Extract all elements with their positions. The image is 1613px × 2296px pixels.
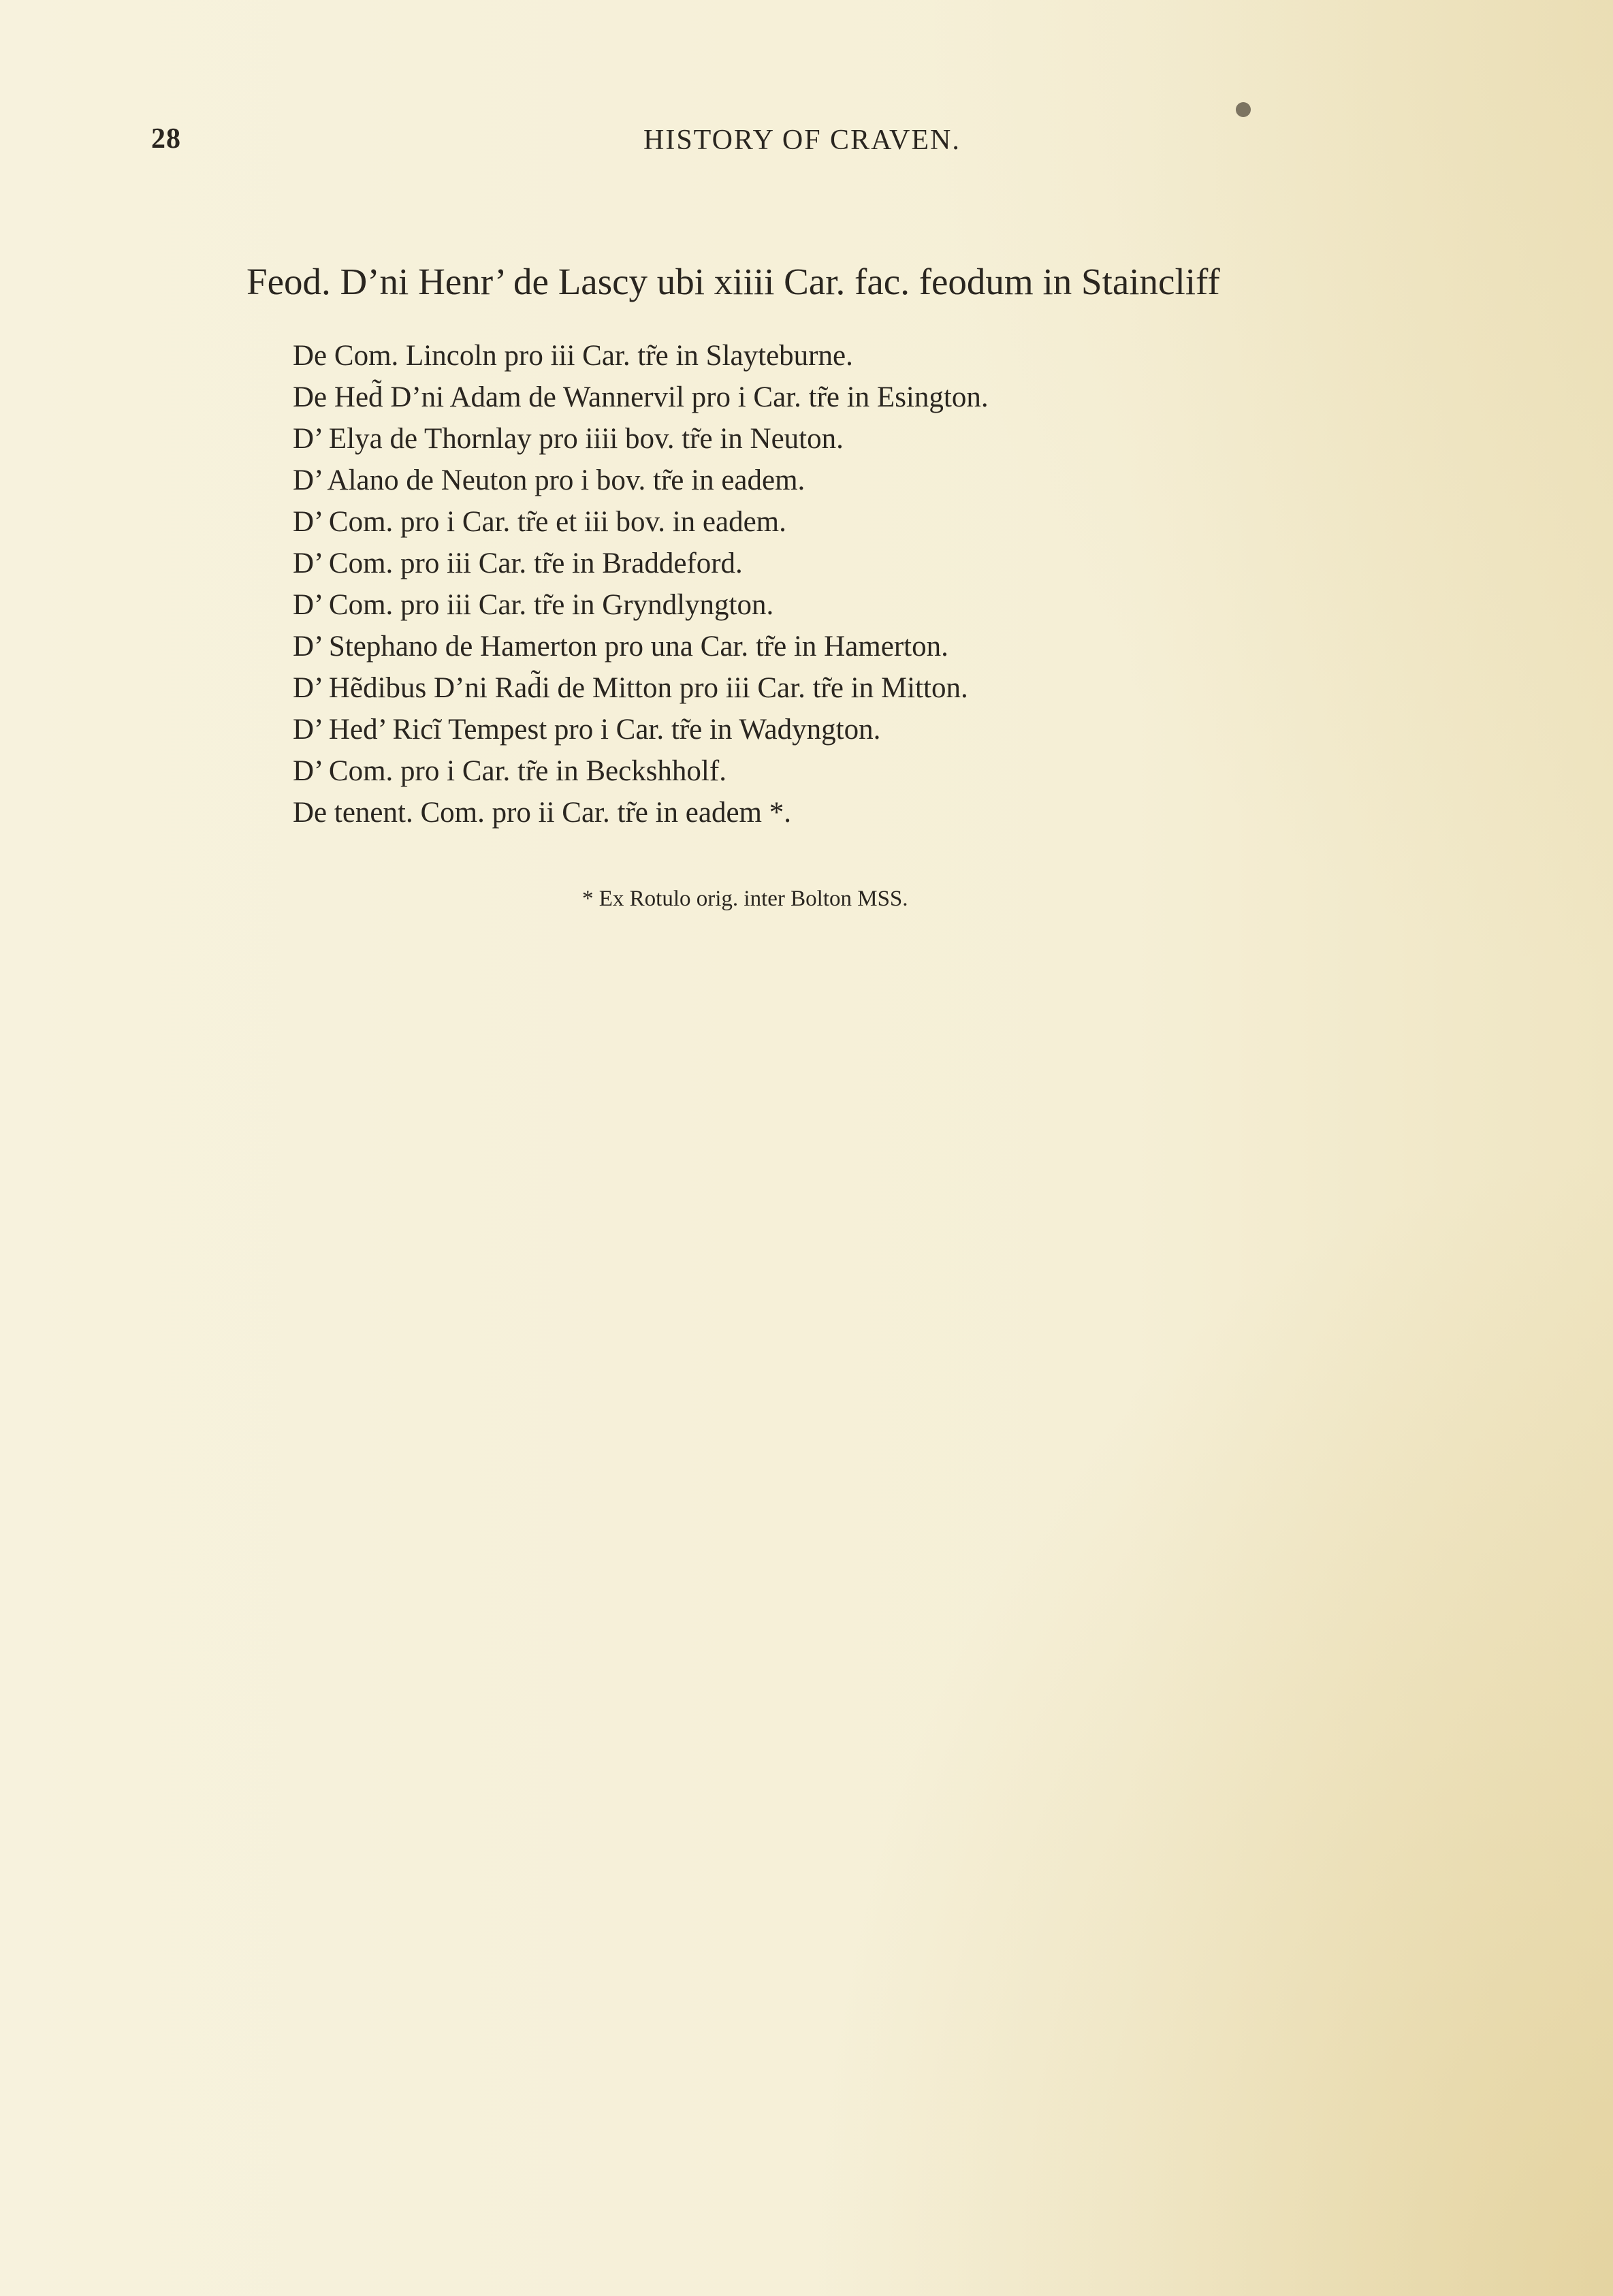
list-item: D’ Com. pro i Car. tr̃e et iii bov. in eadem. — [293, 506, 786, 538]
list-item: D’ Com. pro i Car. tr̃e in Beckshholf. — [293, 755, 726, 787]
entry-list — [293, 335, 989, 833]
list-item: D’ Alano de Neuton pro i bov. tr̃e in eadem. — [293, 464, 805, 496]
list-item: D’ Stephano de Hamerton pro una Car. tr̃e in Hamerton. — [293, 631, 948, 663]
list-item: D’ Com. pro iii Car. tr̃e in Gryndlyngton. — [293, 589, 774, 621]
list-item: D’ Hed’ Ricĩ Tempest pro i Car. tr̃e in Wadyngton. — [293, 714, 881, 746]
list-item: D’ Hẽdibus D’ni Rad̃i de Mitton pro iii Car. tr̃e in Mitton. — [293, 672, 968, 704]
section-heading: Feod. D’ni Henr’ de Lascy ubi xiiii Car. fac. feodum in Staincliff — [246, 261, 1220, 302]
list-item: De Hed̃ D’ni Adam de Wannervil pro i Car. tr̃e in Esington. — [293, 381, 989, 413]
list-item: D’ Com. pro iii Car. tr̃e in Braddeford. — [293, 547, 743, 579]
list-item: D’ Elya de Thornlay pro iiii bov. tr̃e in Neuton. — [293, 423, 844, 455]
footnote: * Ex Rotulo orig. inter Bolton MSS. — [582, 887, 908, 911]
ink-blot — [1236, 102, 1251, 117]
list-item: De Com. Lincoln pro iii Car. tr̃e in Slayteburne. — [293, 340, 853, 372]
running-title: HISTORY OF CRAVEN. — [643, 125, 961, 156]
running-head — [0, 123, 1613, 163]
page-number: 28 — [151, 123, 181, 155]
list-item: De tenent. Com. pro ii Car. tr̃e in eadem *. — [293, 797, 792, 829]
